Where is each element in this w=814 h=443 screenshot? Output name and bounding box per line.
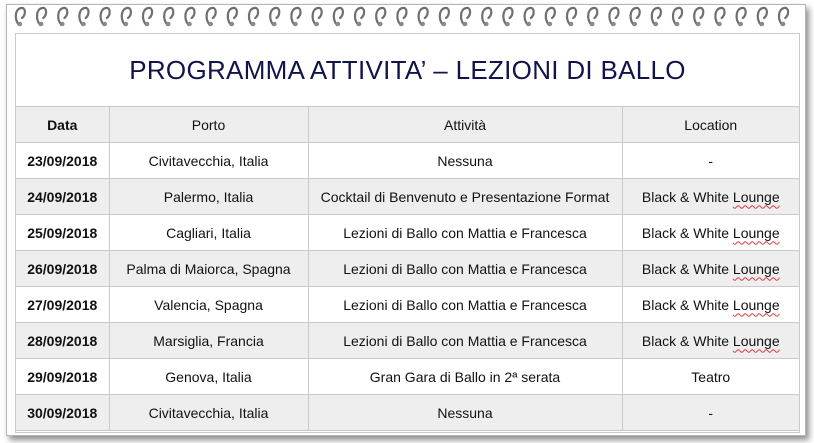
header-row [16, 107, 799, 143]
location-cell [622, 215, 799, 251]
spiral-ring-icon [673, 8, 682, 26]
location-text-flagged: Lounge [732, 224, 780, 241]
port-cell: Valencia, Spagna [109, 287, 308, 323]
activity-cell: Lezioni di Ballo con Mattia e Francesca [308, 287, 622, 323]
table-row [16, 215, 799, 251]
spiral-ring-icon [185, 8, 194, 26]
spiral-ring-icon [313, 8, 322, 26]
spiral-ring-icon [737, 8, 746, 26]
notepad-frame [6, 4, 806, 436]
date-cell: 24/09/2018 [16, 179, 109, 215]
column-header-location: Location [622, 107, 799, 143]
port-cell: Marsiglia, Francia [109, 323, 308, 359]
spiral-ring-icon [546, 8, 555, 26]
spiral-ring-icon [270, 8, 279, 26]
activity-cell: Gran Gara di Ballo in 2ª serata [308, 359, 622, 395]
column-header-attivita: Attività [308, 107, 622, 143]
table-row [16, 143, 799, 179]
location-text: - [708, 152, 714, 169]
table-row [16, 323, 799, 359]
date-cell: 28/09/2018 [16, 323, 109, 359]
column-header-porto: Porto [109, 107, 308, 143]
schedule-sheet [15, 33, 800, 433]
spiral-ring-icon [779, 8, 788, 26]
location-text-flagged: Lounge [732, 296, 780, 313]
spiral-ring-icon [503, 8, 512, 26]
activity-cell: Lezioni di Ballo con Mattia e Francesca [308, 323, 622, 359]
activity-cell: Nessuna [308, 143, 622, 179]
table-row [16, 287, 799, 323]
spiral-ring-icon [588, 8, 597, 26]
schedule-table [16, 107, 799, 431]
column-header-data: Data [16, 107, 109, 143]
spiral-ring-icon [525, 8, 534, 26]
spiral-ring-icon [631, 8, 640, 26]
date-cell: 29/09/2018 [16, 359, 109, 395]
location-cell [622, 323, 799, 359]
location-cell [622, 179, 799, 215]
table-row [16, 395, 799, 431]
spiral-ring-icon [694, 8, 703, 26]
location-text-flagged: Lounge [732, 260, 780, 277]
location-cell [622, 359, 799, 395]
activity-cell: Cocktail di Benvenuto e Presentazione Format [308, 179, 622, 215]
location-text: Black & White [641, 188, 733, 205]
port-cell: Palermo, Italia [109, 179, 308, 215]
date-cell: 30/09/2018 [16, 395, 109, 431]
spiral-ring-icon [16, 8, 25, 26]
spiral-binding-icon [7, 5, 805, 29]
spiral-ring-icon [122, 8, 131, 26]
spiral-ring-icon [609, 8, 618, 26]
spiral-ring-icon [461, 8, 470, 26]
port-cell: Palma di Maiorca, Spagna [109, 251, 308, 287]
spiral-ring-icon [164, 8, 173, 26]
date-cell: 23/09/2018 [16, 143, 109, 179]
location-text: Black & White [641, 224, 733, 241]
spiral-ring-icon [440, 8, 449, 26]
location-text-flagged: Lounge [732, 332, 780, 349]
date-cell: 25/09/2018 [16, 215, 109, 251]
spiral-ring-icon [652, 8, 661, 26]
port-cell: Cagliari, Italia [109, 215, 308, 251]
location-text: Black & White [641, 260, 733, 277]
location-cell [622, 251, 799, 287]
location-cell [622, 287, 799, 323]
date-cell: 26/09/2018 [16, 251, 109, 287]
table-row [16, 359, 799, 395]
spiral-ring-icon [207, 8, 216, 26]
page-title: PROGRAMMA ATTIVITA’ – LEZIONI DI BALLO [16, 34, 799, 107]
port-cell: Civitavecchia, Italia [109, 143, 308, 179]
location-text: Black & White [641, 332, 733, 349]
spiral-ring-icon [567, 8, 576, 26]
port-cell: Genova, Italia [109, 359, 308, 395]
table-row [16, 179, 799, 215]
spiral-ring-icon [376, 8, 385, 26]
spiral-ring-icon [79, 8, 88, 26]
spiral-ring-icon [58, 8, 67, 26]
activity-cell: Lezioni di Ballo con Mattia e Francesca [308, 251, 622, 287]
activity-cell: Nessuna [308, 395, 622, 431]
spiral-ring-icon [355, 8, 364, 26]
spiral-ring-icon [143, 8, 152, 26]
table-row [16, 251, 799, 287]
spiral-ring-icon [101, 8, 110, 26]
location-cell [622, 143, 799, 179]
spiral-ring-icon [715, 8, 724, 26]
location-text: Teatro [691, 368, 731, 385]
activity-cell: Lezioni di Ballo con Mattia e Francesca [308, 215, 622, 251]
location-text: Black & White [641, 296, 733, 313]
location-text-flagged: Lounge [732, 188, 780, 205]
spiral-ring-icon [37, 8, 46, 26]
location-text: - [708, 404, 714, 421]
spiral-ring-icon [291, 8, 300, 26]
spiral-ring-icon [228, 8, 237, 26]
spiral-ring-icon [397, 8, 406, 26]
spiral-ring-icon [758, 8, 767, 26]
location-cell [622, 395, 799, 431]
spiral-ring-icon [249, 8, 258, 26]
spiral-ring-icon [419, 8, 428, 26]
spiral-ring-icon [334, 8, 343, 26]
spiral-ring-icon [482, 8, 491, 26]
date-cell: 27/09/2018 [16, 287, 109, 323]
port-cell: Civitavecchia, Italia [109, 395, 308, 431]
